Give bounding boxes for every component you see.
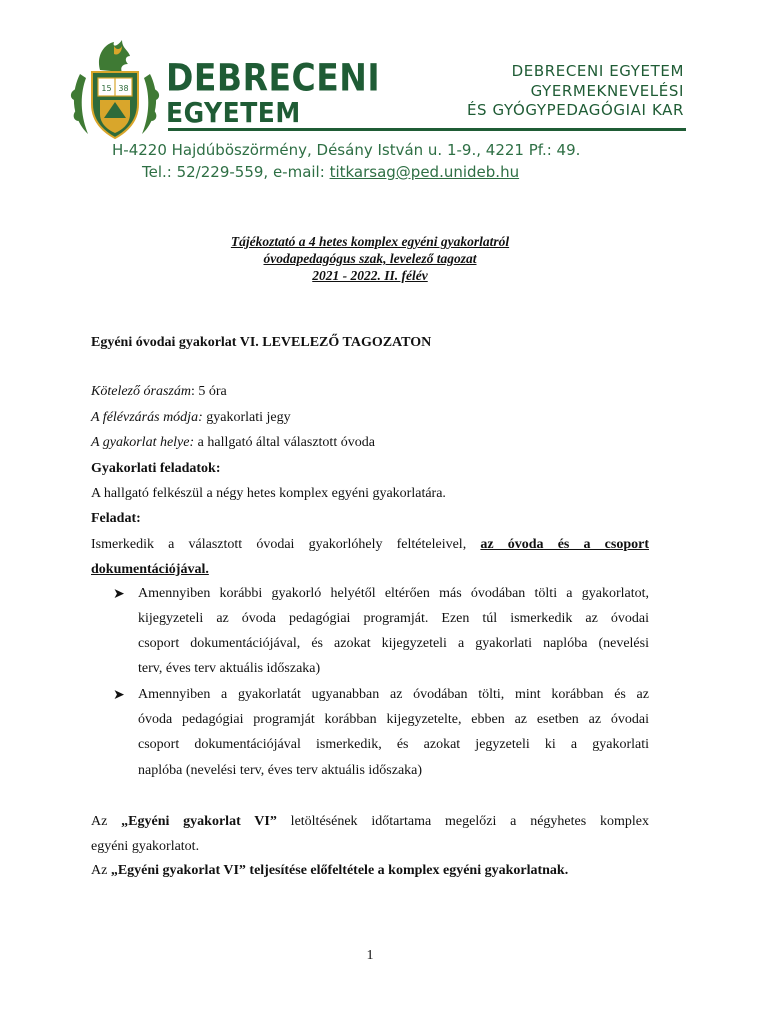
- phone-label: Tel.: 52/229-559, e-mail:: [142, 163, 330, 181]
- task-line2: dokumentációjával.: [91, 562, 209, 577]
- field-hours: [91, 384, 227, 400]
- section-title: Egyéni óvodai gyakorlat VI. LEVELEZŐ TAGOZATON: [91, 335, 432, 350]
- task-line1: [91, 537, 649, 553]
- place-label: A gyakorlat helye:: [91, 435, 195, 450]
- faculty-name-line1: DEBRECENI EGYETEM: [511, 62, 684, 80]
- field-place: [91, 435, 375, 451]
- griffin-figure: [99, 40, 130, 72]
- tasks-title: Gyakorlati feladatok:: [91, 461, 221, 476]
- closing-p1-line1: [91, 814, 649, 830]
- closing-p1-prefix: Az: [91, 814, 122, 829]
- document-title-line1: Tájékoztató a 4 hetes komplex egyéni gyakorlatról: [230, 234, 510, 249]
- task-line1-emphasis: az óvoda és a csoport: [480, 537, 650, 552]
- arrow-bullet-icon: ➤: [113, 587, 125, 602]
- bullet1-line: terv, éves terv aktuális időszaka): [138, 661, 321, 676]
- letterhead-divider: [168, 128, 686, 131]
- tasks-text: A hallgató felkészül a négy hetes komplex egyéni gyakorlatára.: [91, 486, 446, 501]
- bullet1-line: Amennyiben korábbi gyakorló helyétől eltérően más óvodában tölti a gyakorlatot,: [138, 586, 649, 601]
- bullet1-line: kijegyzeteli az óvoda pedagógiai programját. Ezen túl ismerkedik az óvodai: [138, 611, 649, 626]
- closing-p1-text: letöltésének időtartama megelőzi a négyhetes komplex: [276, 814, 649, 829]
- left-wreath-leaf: [74, 74, 88, 134]
- svg-text:38: 38: [118, 84, 129, 93]
- page-number: 1: [366, 948, 374, 963]
- task-title: Feladat:: [91, 511, 141, 526]
- bullet2-line: csoport dokumentációjával ismerkedik, és azokat jegyzeteli ki a gyakorlati: [138, 737, 649, 752]
- document-title-line2: óvodapedagógus szak, levelező tagozat: [263, 251, 477, 266]
- university-name-line2: EGYETEM: [166, 96, 301, 129]
- closing-p2-emphasis: „Egyéni gyakorlat VI” teljesítése előfeltétele a komplex egyéni gyakorlatnak.: [110, 863, 569, 878]
- closing-label: A félévzárás módja:: [91, 410, 203, 425]
- email-link[interactable]: titkarsag@ped.unideb.hu: [329, 163, 520, 181]
- contact-line: [142, 163, 519, 181]
- document-title-line3: 2021 - 2022. II. félév: [312, 268, 428, 283]
- hours-value: : 5 óra: [190, 384, 227, 399]
- bullet2-line: naplóba (nevelési terv, éves terv aktuális időszaka): [138, 763, 423, 778]
- closing-value: gyakorlati jegy: [202, 410, 291, 425]
- hours-label: Kötelező óraszám: [91, 384, 191, 399]
- closing-p2: [91, 863, 568, 879]
- postal-address: H-4220 Hajdúböszörmény, Désány István u. 1-9., 4221 Pf.: 49.: [112, 141, 581, 159]
- bullet1-line: csoport dokumentációjával, és azokat kijegyzeteli a gyakorlati naplóba (nevelési: [138, 636, 649, 651]
- closing-p1-emphasis: „Egyéni gyakorlat VI”: [121, 814, 277, 829]
- university-crest-logo: [70, 34, 160, 144]
- task-line1-text: Ismerkedik a választott óvodai gyakorlóhely feltételeivel,: [91, 537, 467, 552]
- faculty-name-line3: ÉS GYÓGYPEDAGÓGIAI KAR: [466, 101, 684, 119]
- svg-text:15: 15: [101, 84, 112, 93]
- faculty-name-line2: GYERMEKNEVELÉSI: [530, 82, 684, 100]
- university-name-line1: DEBRECENI: [166, 56, 381, 100]
- field-closing: [91, 410, 291, 426]
- bullet2-line: Amennyiben a gyakorlatát ugyanabban az óvodában tölti, mint korábban és az: [138, 687, 649, 702]
- closing-p1-line2: egyéni gyakorlatot.: [91, 839, 200, 854]
- closing-p2-prefix: Az: [91, 863, 111, 878]
- right-wreath-leaf: [142, 74, 156, 134]
- place-value: a hallgató által választott óvoda: [194, 435, 375, 450]
- bullet2-line: óvoda pedagógiai programját korábban kijegyzetelte, ebben az esetben az óvodai: [138, 712, 649, 727]
- arrow-bullet-icon: ➤: [113, 688, 125, 703]
